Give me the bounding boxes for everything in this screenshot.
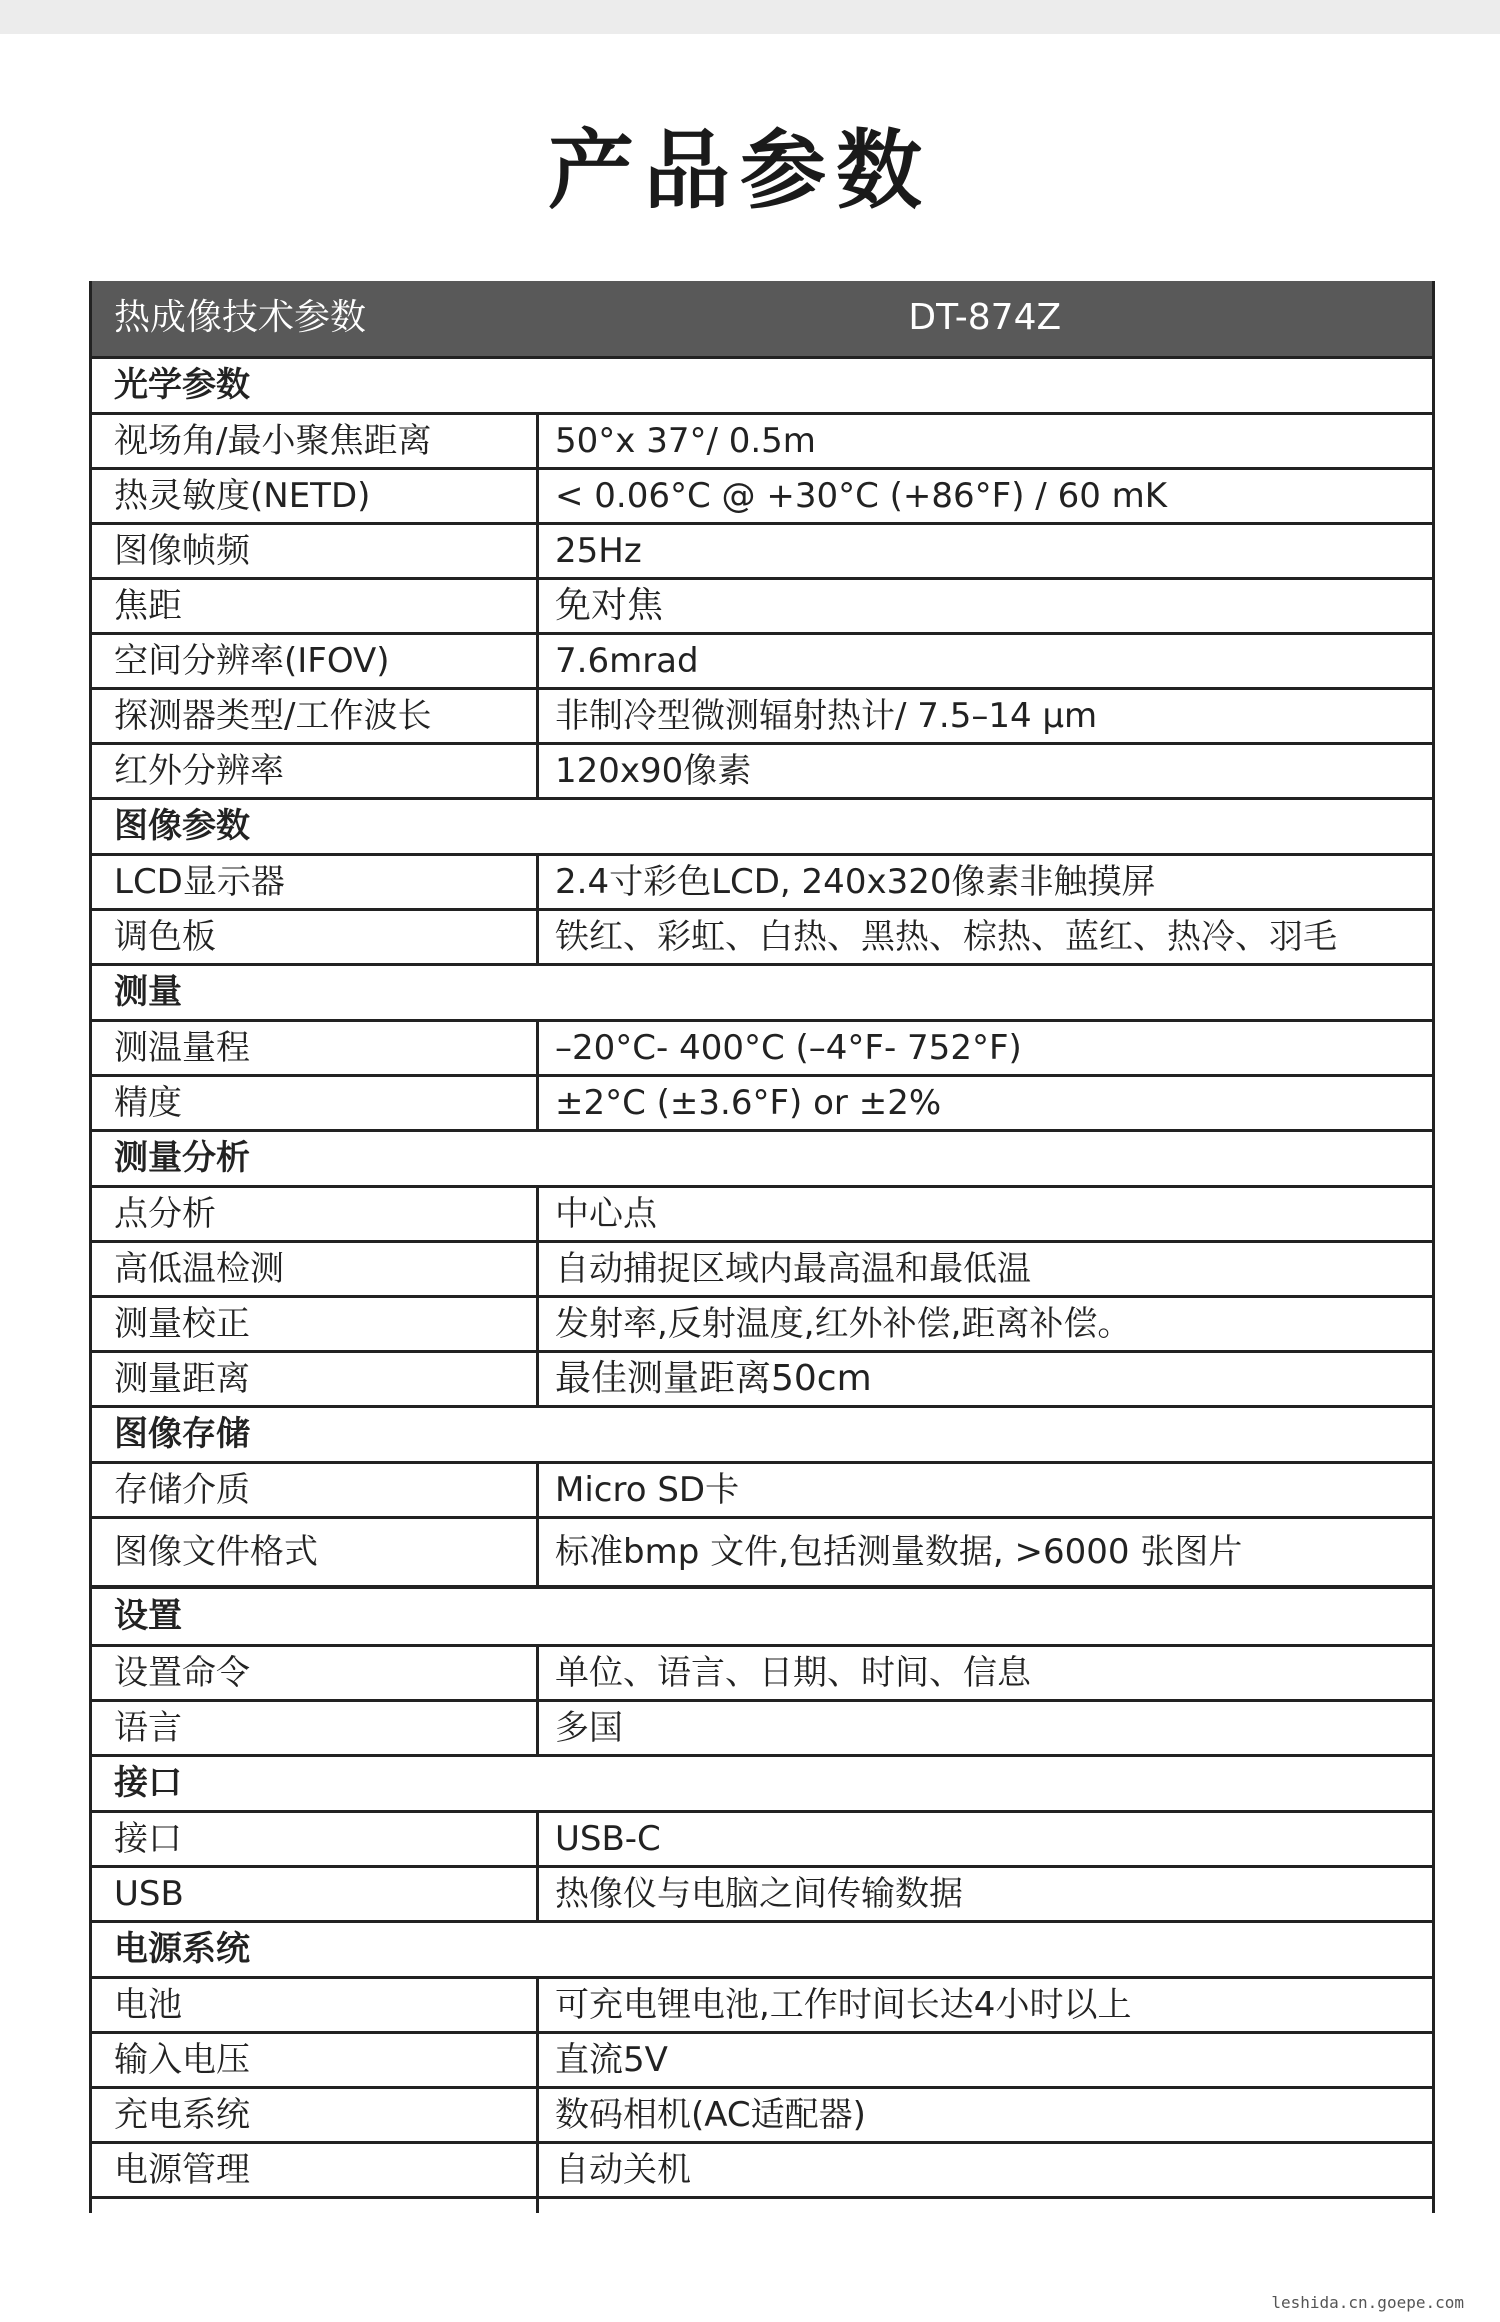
row-label: 视场角/最小聚焦距离 [91, 413, 538, 468]
row-value: 热像仪与电脑之间传输数据 [538, 1866, 1434, 1921]
table-row [91, 523, 1434, 578]
section-row-analysis [91, 1130, 1434, 1186]
row-label: 测温量程 [91, 1020, 538, 1075]
table-row [91, 1517, 1434, 1587]
row-value: 可充电锂电池,工作时间长达4小时以上 [538, 1977, 1434, 2032]
row-label: 设置命令 [91, 1645, 538, 1700]
spec-table [89, 281, 1435, 2213]
table-row [91, 1075, 1434, 1130]
table-row [91, 743, 1434, 798]
row-label: 热灵敏度(NETD) [91, 468, 538, 523]
page-title: 产品参数 [548, 121, 932, 221]
table-row [91, 909, 1434, 964]
row-label: 语言 [91, 1700, 538, 1755]
model-name: DT-874Z [538, 281, 1434, 357]
row-value: 120x90像素 [538, 743, 1434, 798]
section-row-optics [91, 357, 1434, 413]
row-value: 7.6mrad [538, 633, 1434, 688]
row-value: 最佳测量距离50cm [538, 1351, 1434, 1406]
row-value: ±2°C (±3.6°F) or ±2% [538, 1075, 1434, 1130]
row-value: USB-C [538, 1811, 1434, 1866]
section-row-power [91, 1921, 1434, 1977]
table-header-label: 热成像技术参数 [91, 281, 538, 357]
row-value: 多国 [538, 1700, 1434, 1755]
table-row [91, 1462, 1434, 1517]
table-row [91, 2142, 1434, 2197]
row-value: Micro SD卡 [538, 1462, 1434, 1517]
row-value: 25Hz [538, 523, 1434, 578]
watermark: leshida.cn.goepe.com [1271, 2293, 1464, 2312]
table-row [91, 1351, 1434, 1406]
table-row [91, 633, 1434, 688]
row-value: 50°x 37°/ 0.5m [538, 413, 1434, 468]
section-title: 测量 [91, 964, 1434, 1020]
row-value: 数码相机(AC适配器) [538, 2087, 1434, 2142]
table-row [91, 1866, 1434, 1921]
row-label: 调色板 [91, 909, 538, 964]
row-label: 点分析 [91, 1186, 538, 1241]
row-value: 发射率,反射温度,红外补偿,距离补偿。 [538, 1296, 1434, 1351]
section-title: 电源系统 [91, 1921, 1434, 1977]
table-row [91, 1645, 1434, 1700]
table-row [91, 468, 1434, 523]
row-value: –20°C- 400°C (–4°F- 752°F) [538, 1020, 1434, 1075]
table-row [91, 1241, 1434, 1296]
section-row-settings [91, 1587, 1434, 1645]
row-label: 测量距离 [91, 1351, 538, 1406]
row-label: 探测器类型/工作波长 [91, 688, 538, 743]
table-row [91, 688, 1434, 743]
row-label: 接口 [91, 1811, 538, 1866]
row-value: 2.4寸彩色LCD, 240x320像素非触摸屏 [538, 854, 1434, 909]
row-label: 图像帧频 [91, 523, 538, 578]
row-label: 电池 [91, 1977, 538, 2032]
row-label: LCD显示器 [91, 854, 538, 909]
row-value: 直流5V [538, 2032, 1434, 2087]
table-row [91, 413, 1434, 468]
table-header-row [91, 281, 1434, 357]
row-value: 中心点 [538, 1186, 1434, 1241]
table-end-row [91, 2197, 1434, 2213]
row-label: 红外分辨率 [91, 743, 538, 798]
row-value: 自动关机 [538, 2142, 1434, 2197]
row-label: USB [91, 1866, 538, 1921]
row-label: 焦距 [91, 578, 538, 633]
row-value: 自动捕捉区域内最高温和最低温 [538, 1241, 1434, 1296]
section-row-interface [91, 1755, 1434, 1811]
table-row [91, 578, 1434, 633]
row-value: 铁红、彩虹、白热、黑热、棕热、蓝红、热冷、羽毛 [538, 909, 1434, 964]
row-label: 输入电压 [91, 2032, 538, 2087]
row-label: 存储介质 [91, 1462, 538, 1517]
table-row [91, 1700, 1434, 1755]
table-row [91, 2032, 1434, 2087]
row-label: 高低温检测 [91, 1241, 538, 1296]
table-row [91, 1977, 1434, 2032]
row-label: 图像文件格式 [91, 1517, 538, 1587]
table-row [91, 1020, 1434, 1075]
section-row-image [91, 798, 1434, 854]
section-title: 接口 [91, 1755, 1434, 1811]
table-row [91, 1186, 1434, 1241]
row-label: 测量校正 [91, 1296, 538, 1351]
row-value: 标准bmp 文件,包括测量数据, >6000 张图片 [538, 1517, 1434, 1587]
row-value: 单位、语言、日期、时间、信息 [538, 1645, 1434, 1700]
table-row [91, 854, 1434, 909]
row-label: 电源管理 [91, 2142, 538, 2197]
section-row-storage [91, 1406, 1434, 1462]
row-value: 免对焦 [538, 578, 1434, 633]
table-row [91, 1811, 1434, 1866]
row-label: 空间分辨率(IFOV) [91, 633, 538, 688]
section-title: 光学参数 [91, 357, 1434, 413]
row-label: 精度 [91, 1075, 538, 1130]
row-value: < 0.06°C @ +30°C (+86°F) / 60 mK [538, 468, 1434, 523]
section-title: 图像存储 [91, 1406, 1434, 1462]
table-row [91, 2087, 1434, 2142]
section-title: 测量分析 [91, 1130, 1434, 1186]
section-row-measurement [91, 964, 1434, 1020]
table-row [91, 1296, 1434, 1351]
section-title: 设置 [91, 1587, 1434, 1645]
top-strip [0, 0, 1500, 34]
row-label: 充电系统 [91, 2087, 538, 2142]
section-title: 图像参数 [91, 798, 1434, 854]
row-value: 非制冷型微测辐射热计/ 7.5–14 µm [538, 688, 1434, 743]
